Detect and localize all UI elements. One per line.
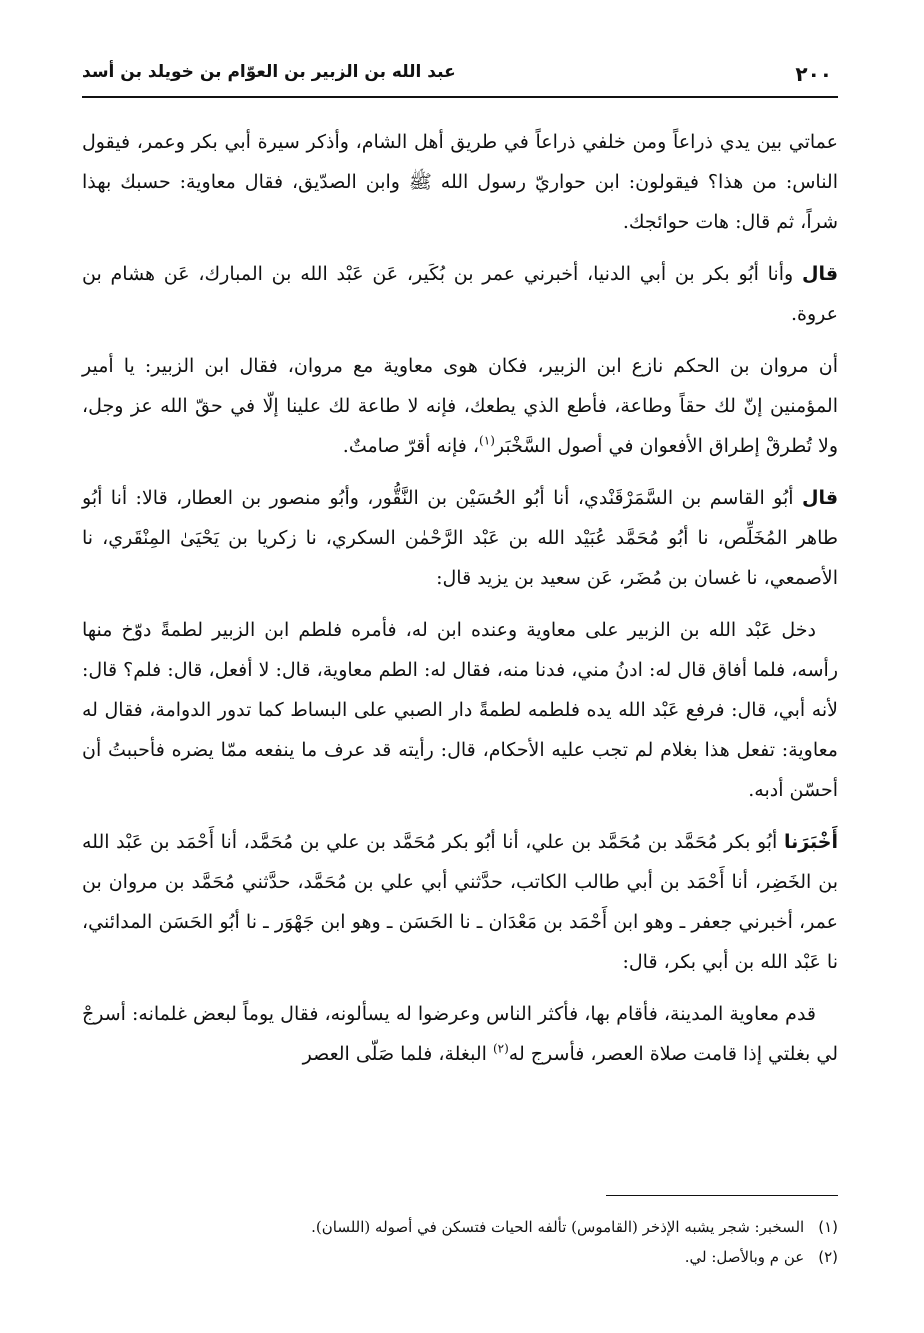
paragraph-lead: قال — [801, 263, 839, 285]
paragraph-1 — [82, 122, 838, 242]
paragraph-text: أبُو القاسم بن السَّمَرْقَنْدي، أنا أبُو الحُسَيْن بن النَّقُّور، وأبُو منصور بن العطار، قالا: أنا أبُو طاهر المُخَلِّص، نا أبُو مُحَمَّد عُبَيْد الله بن عَبْد الرَّحْمٰن السكري، نا زكريا بن يَحْيَىٰ المِنْقَري، نا الأصمعي، نا غسان بن مُضَر، عَن سعيد بن يزيد قال: — [82, 487, 838, 589]
paragraph-text-after: ، فإنه أقرّ صامتٌ. — [342, 435, 480, 457]
paragraph-text: عماتي بين يدي ذراعاً ومن خلفي ذراعاً في طريق أهل الشام، وأذكر سيرة أبي بكر وعمر، فيقول الناس: من هذا؟ فيقولون: ابن حواريّ رسول الله ﷺ وابن الصدّيق، فقال معاوية: حسبك بهذا شراً، ثم قال: هات حوائجك. — [82, 131, 838, 233]
running-title: عبد الله بن الزبير بن العوّام بن خويلد بن أسد — [82, 62, 456, 82]
page-number: ٢٠٠ — [795, 62, 832, 86]
body-text — [82, 122, 838, 1086]
paragraph-text-after: البغلة، فلما صَلّى العصر — [302, 1043, 493, 1065]
page-header — [82, 56, 838, 98]
paragraph-text: أن مروان بن الحكم نازع ابن الزبير، فكان هوى معاوية مع مروان، فقال ابن الزبير: يا أمير المؤمنين إنّ لك حقاً وطاعة، فأطع الذي يطعك، فإنه لا طاعة لك علينا إلّا في حقّ الله عز وجل، ولا تُطرقْ إطراق الأفعوان في أصول السَّخْبَر — [82, 355, 838, 457]
paragraph-2 — [82, 254, 838, 334]
footnote-ref-1[interactable]: (١) — [479, 433, 495, 448]
paragraph-4 — [82, 478, 838, 598]
footnote-ref-2[interactable]: (٢) — [492, 1041, 509, 1056]
footnote-2 — [82, 1242, 838, 1272]
footnote-number: (٢) — [818, 1248, 838, 1266]
footnote-text: عن م وبالأصل: لي. — [684, 1248, 805, 1266]
paragraph-text: وأنا أبُو بكر بن أبي الدنيا، أخبرني عمر بن بُكَير، عَن عَبْد الله بن المبارك، عَن هشام بن عروة. — [82, 263, 838, 325]
paragraph-text: دخل عَبْد الله بن الزبير على معاوية وعنده ابن له، فأمره فلطم ابن الزبير لطمةً دوّخ منها رأسه، فلما أفاق قال له: ادنُ مني، فدنا منه، فقال له: الطم معاوية، قال: لا أفعل، قال: فلم؟ قال: لأنه أبي، قال: فرفع عَبْد الله يده فلطمه لطمةً دار الصبي على البساط كما تدور الدوامة، فقال له معاوية: تفعل هذا بغلام لم تجب عليه الأحكام، قال: رأيته قد عرف ما ينفعه ممّا يضره فأحببتُ أن أحسّن أدبه. — [82, 619, 839, 801]
footnote-divider — [606, 1195, 838, 1196]
paragraph-7 — [82, 994, 838, 1074]
paragraph-lead: قال — [801, 487, 839, 509]
footnote-text: السخبر: شجر يشبه الإذخر (القاموس) تألفه الحيات فتسكن في أصوله (اللسان). — [311, 1218, 805, 1236]
paragraph-5 — [82, 610, 838, 810]
paragraph-6 — [82, 822, 838, 982]
paragraph-text: أبُو بكر مُحَمَّد بن مُحَمَّد بن علي، أنا أبُو بكر مُحَمَّد بن علي بن مُحَمَّد، أنا أَحْمَد بن عَبْد الله بن الخَضِر، أنا أَحْمَد بن أبي طالب الكاتب، حدَّثني أبي علي بن مُحَمَّد، حدَّثني مُحَمَّد بن مروان بن عمر، أخبرني جعفر ـ وهو ابن أَحْمَد بن مَعْدَان ـ نا الحَسَن ـ وهو ابن جَهْوَر ـ نا أبُو الحَسَن المدائني، نا عَبْد الله بن أبي بكر، قال: — [82, 831, 838, 973]
paragraph-lead: أَخْبَرَنا — [783, 831, 838, 853]
paragraph-text: قدم معاوية المدينة، فأقام بها، فأكثر الناس وعرضوا له يسألونه، فقال يوماً لبعض غلمانه: أسرجْ لي بغلتي إذا قامت صلاة العصر، فأسرج له — [82, 1003, 838, 1065]
footnote-1 — [82, 1212, 838, 1242]
footnote-number: (١) — [818, 1218, 838, 1236]
footnotes — [82, 1212, 838, 1272]
paragraph-3 — [82, 346, 838, 466]
